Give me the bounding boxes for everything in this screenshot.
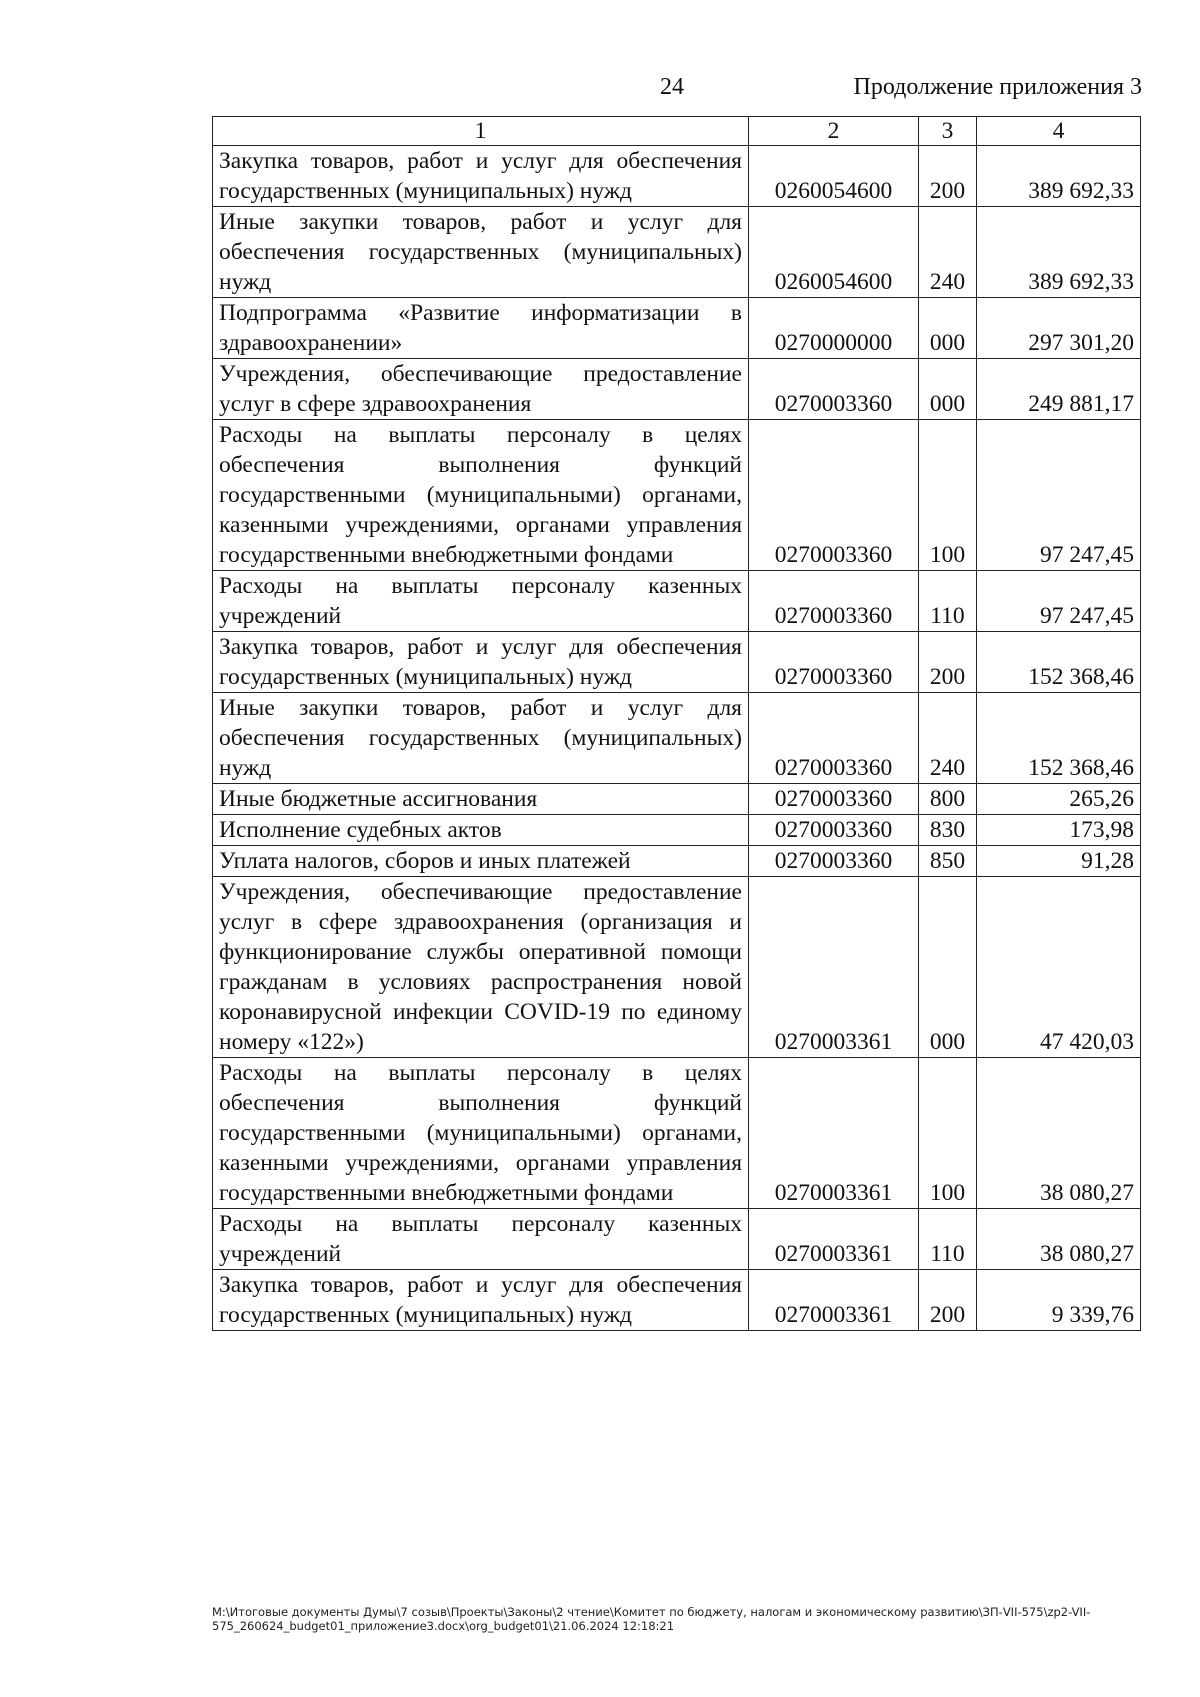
table-row [213,146,1141,207]
row-name-cell: Учреждения, обеспечивающие предоставление услуг в сфере здравоохранения [213,359,749,420]
row-kind-cell: 000 [919,298,977,359]
row-kind-cell: 240 [919,693,977,784]
table-row [213,632,1141,693]
row-kind-cell: 850 [919,846,977,877]
row-sum-cell: 97 247,45 [977,420,1141,571]
row-sum-cell: 152 368,46 [977,693,1141,784]
row-sum-cell: 152 368,46 [977,632,1141,693]
row-name-cell: Расходы на выплаты персоналу в целях обеспечения выполнения функций государственными (муниципальными) органами, казенными учреждениями, органами управления государственными внебюджетными фондами [213,420,749,571]
row-sum-cell: 38 080,27 [977,1209,1141,1270]
row-name-cell: Уплата налогов, сборов и иных платежей [213,846,749,877]
table-row [213,1058,1141,1209]
row-code-cell: 0270003360 [749,359,919,420]
row-name-cell: Расходы на выплаты персоналу казенных учреждений [213,571,749,632]
row-code-cell: 0270003360 [749,693,919,784]
row-code-cell: 0270003360 [749,632,919,693]
row-code-cell: 0270003360 [749,815,919,846]
table-row [213,420,1141,571]
row-kind-cell: 000 [919,877,977,1058]
row-name-cell: Расходы на выплаты персоналу в целях обеспечения выполнения функций государственными (муниципальными) органами, казенными учреждениями, органами управления государственными внебюджетными фондами [213,1058,749,1209]
row-code-cell: 0270003360 [749,420,919,571]
row-kind-cell: 800 [919,784,977,815]
table-row [213,1270,1141,1331]
row-sum-cell: 9 339,76 [977,1270,1141,1331]
row-code-cell: 0270003361 [749,1058,919,1209]
table-row [213,571,1141,632]
row-name-cell: Подпрограмма «Развитие информатизации в здравоохранении» [213,298,749,359]
row-sum-cell: 47 420,03 [977,877,1141,1058]
row-code-cell: 0270003361 [749,877,919,1058]
row-code-cell: 0270003360 [749,571,919,632]
row-kind-cell: 110 [919,571,977,632]
row-kind-cell: 200 [919,1270,977,1331]
row-sum-cell: 97 247,45 [977,571,1141,632]
row-code-cell: 0270003360 [749,846,919,877]
row-name-cell: Закупка товаров, работ и услуг для обеспечения государственных (муниципальных) нужд [213,1270,749,1331]
budget-table [212,116,1141,1331]
row-name-cell: Расходы на выплаты персоналу казенных учреждений [213,1209,749,1270]
row-kind-cell: 200 [919,632,977,693]
row-code-cell: 0270003360 [749,784,919,815]
row-name-cell: Закупка товаров, работ и услуг для обеспечения государственных (муниципальных) нужд [213,146,749,207]
row-name-cell: Закупка товаров, работ и услуг для обеспечения государственных (муниципальных) нужд [213,632,749,693]
row-kind-cell: 240 [919,207,977,298]
column-header-2: 2 [749,117,919,146]
table-row [213,693,1141,784]
row-sum-cell: 249 881,17 [977,359,1141,420]
row-code-cell: 0270003361 [749,1270,919,1331]
row-sum-cell: 173,98 [977,815,1141,846]
row-name-cell: Учреждения, обеспечивающие предоставление услуг в сфере здравоохранения (организация и функционирование службы оперативной помощи гражданам в условиях распространения новой коронавирусной инфекции COVID-19 по единому номеру «122») [213,877,749,1058]
row-sum-cell: 297 301,20 [977,298,1141,359]
table-header-row [213,117,1141,146]
row-sum-cell: 38 080,27 [977,1058,1141,1209]
page-number: 24 [660,74,684,100]
column-header-4: 4 [977,117,1141,146]
table-row [213,815,1141,846]
row-code-cell: 0260054600 [749,146,919,207]
row-kind-cell: 100 [919,420,977,571]
table-row [213,298,1141,359]
row-sum-cell: 389 692,33 [977,207,1141,298]
column-header-3: 3 [919,117,977,146]
table-body [213,146,1141,1331]
row-sum-cell: 265,26 [977,784,1141,815]
table-row [213,359,1141,420]
row-name-cell: Иные закупки товаров, работ и услуг для обеспечения государственных (муниципальных) нужд [213,207,749,298]
footer-file-path: М:\Итоговые документы Думы\7 созыв\Проекты\Законы\2 чтение\Комитет по бюджету, налогам и экономическому развитию\ЗП-VII-575\zp2-VII-575_260624_budget01_приложение3.docx\org_budget01\21.06.2024 12:18:21 [212,1605,1091,1633]
table-row [213,877,1141,1058]
continuation-label: Продолжение приложения 3 [853,74,1142,100]
row-kind-cell: 110 [919,1209,977,1270]
column-header-1: 1 [213,117,749,146]
row-code-cell: 0260054600 [749,207,919,298]
row-sum-cell: 389 692,33 [977,146,1141,207]
row-kind-cell: 830 [919,815,977,846]
row-code-cell: 0270000000 [749,298,919,359]
row-name-cell: Иные закупки товаров, работ и услуг для обеспечения государственных (муниципальных) нужд [213,693,749,784]
row-code-cell: 0270003361 [749,1209,919,1270]
table-row [213,846,1141,877]
table-row [213,784,1141,815]
table-row [213,1209,1141,1270]
row-kind-cell: 000 [919,359,977,420]
table-row [213,207,1141,298]
row-name-cell: Исполнение судебных актов [213,815,749,846]
row-kind-cell: 100 [919,1058,977,1209]
row-kind-cell: 200 [919,146,977,207]
row-sum-cell: 91,28 [977,846,1141,877]
row-name-cell: Иные бюджетные ассигнования [213,784,749,815]
